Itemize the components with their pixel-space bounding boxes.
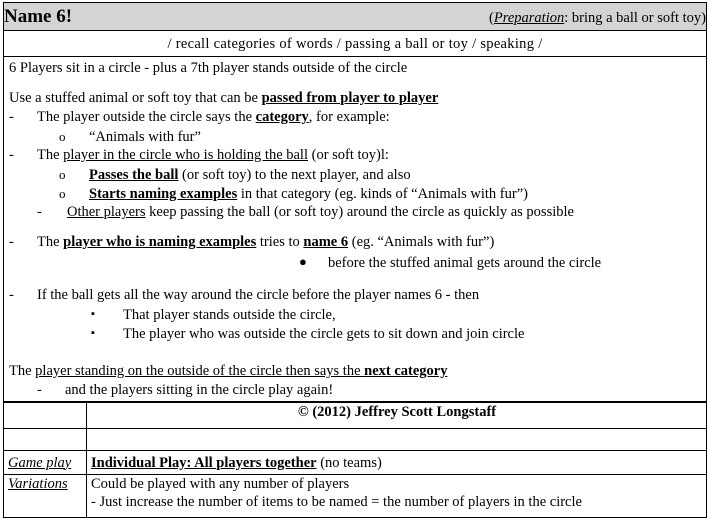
preparation-text: : bring a ball or soft toy) (564, 10, 706, 26)
dash-marker-icon: - (37, 382, 42, 398)
variations-label-cell (4, 475, 87, 518)
bullet-text-tail: (or soft toy)l: (308, 147, 389, 163)
spacer (9, 222, 702, 233)
gameplay-value-cell (87, 451, 707, 475)
subtitle-row (4, 31, 707, 57)
closing-text: The (9, 363, 36, 379)
title-row (4, 3, 707, 31)
variations-line-1: Could be played with any number of players (91, 476, 350, 492)
bullet-starts-naming-examples (9, 184, 702, 203)
footer-table (3, 402, 707, 518)
square-marker-icon: ▪ (91, 327, 95, 339)
bullet-player-holding-ball (9, 146, 702, 165)
use-toy-text: Use a stuffed animal or soft toy that can be (9, 90, 262, 106)
bullet-outside-says-category (9, 108, 702, 127)
circle-marker-icon: o (59, 129, 66, 144)
other-players-emphasis: Other players (67, 204, 146, 220)
copyright-spacer-cell (4, 403, 87, 429)
intro-line: 6 Players sit in a circle - plus a 7th player stands outside of the circle (9, 60, 408, 76)
closing-sub-line (9, 381, 702, 400)
subtitle-cell (4, 31, 707, 57)
bullet-text: The (37, 234, 64, 250)
bullet-text-mid: tries to (256, 234, 304, 250)
bullet-text: (or soft toy) to the next player, and also (178, 167, 411, 183)
bullet-tries-to-name-6 (9, 233, 702, 252)
bullet-text: and the players sitting in the circle play again! (65, 382, 334, 398)
category-emphasis: category (255, 109, 309, 125)
variations-line-2: - Just increase the number of items to be named = the number of players in the circle (91, 494, 582, 510)
bullet-text-tail: , for example: (308, 109, 390, 125)
bullet-other-players (9, 203, 702, 222)
name-6-emphasis: name 6 (303, 234, 349, 250)
bullet-animals-with-fur (9, 127, 702, 146)
gameplay-label-cell (4, 451, 87, 475)
variations-label: Variations (8, 476, 68, 492)
spacer (9, 354, 702, 362)
gameplay-value-rest: (no teams) (316, 454, 382, 471)
spacer (9, 271, 702, 286)
use-toy-emphasis: passed from player to player (261, 90, 439, 106)
header-table (3, 2, 707, 57)
preparation-paren-open: ( (489, 10, 494, 26)
passes-ball-emphasis: Passes the ball (89, 167, 179, 183)
gameplay-value-emphasis: Individual Play: All players together (91, 454, 317, 471)
dash-marker-icon: - (9, 287, 14, 303)
copyright-cell: © (2012) Jeffrey Scott Longstaff (87, 403, 707, 429)
circle-marker-icon: o (59, 186, 66, 201)
circle-marker-icon: o (59, 167, 66, 182)
naming-examples-emphasis: player who is naming examples (63, 234, 257, 250)
closing-emphasis: player standing on the outside of the circle then says the (35, 363, 365, 379)
bullet-outside-player-joins (9, 324, 702, 343)
bullet-text: That player stands outside the circle, (123, 307, 336, 323)
bullet-text: The (37, 147, 64, 163)
bullet-text-tail: (eg. “Animals with fur”) (348, 234, 495, 250)
bullet-text: The player who was outside the circle gets to sit down and join circle (123, 326, 525, 342)
bullet-text: The player outside the circle says the (37, 109, 256, 125)
use-toy-line (9, 89, 702, 108)
instructions-body (3, 57, 707, 402)
closing-line (9, 362, 702, 381)
preparation-label: Preparation (493, 10, 565, 26)
blank-cell-left (4, 429, 87, 451)
gameplay-row (4, 451, 707, 475)
bullet-text: before the stuffed animal gets around the circle (328, 255, 602, 271)
document-page (0, 2, 710, 528)
bullet-passes-the-ball (9, 165, 702, 184)
dash-marker-icon: - (9, 109, 14, 125)
spacer (9, 343, 702, 354)
spacer (9, 78, 702, 89)
bullet-text: in that category (eg. kinds of “Animals with fur”) (237, 186, 528, 202)
blank-cell-right (87, 429, 707, 451)
square-marker-icon: ▪ (91, 308, 95, 320)
blank-row (4, 429, 707, 451)
bullet-that-player-stands-outside (9, 305, 702, 324)
bullet-ball-around-before-names (9, 286, 702, 305)
copyright-row (4, 403, 707, 429)
title-cell (4, 3, 707, 31)
preparation-note (489, 8, 706, 28)
subtitle-text: / recall categories of words / passing a ball or toy / speaking / (167, 35, 543, 52)
bullet-text: “Animals with fur” (89, 129, 201, 145)
player-holding-emphasis: player in the circle who is holding the ball (63, 147, 308, 163)
dash-marker-icon: - (9, 147, 14, 163)
variations-row (4, 475, 707, 518)
filled-dot-marker-icon: ● (299, 254, 307, 269)
variations-value-cell (87, 475, 707, 518)
bullet-before-animal-around (9, 252, 702, 271)
bullet-text: If the ball gets all the way around the circle before the player names 6 - then (37, 287, 480, 303)
gameplay-label: Game play (8, 454, 72, 471)
dash-marker-icon: - (9, 234, 14, 250)
starts-naming-emphasis: Starts naming examples (89, 186, 238, 202)
bullet-text: keep passing the ball (or soft toy) around the circle as quickly as possible (145, 204, 574, 220)
dash-marker-icon: - (37, 204, 42, 220)
page-title: Name 6! (4, 6, 73, 27)
next-category-emphasis: next category (364, 363, 448, 379)
